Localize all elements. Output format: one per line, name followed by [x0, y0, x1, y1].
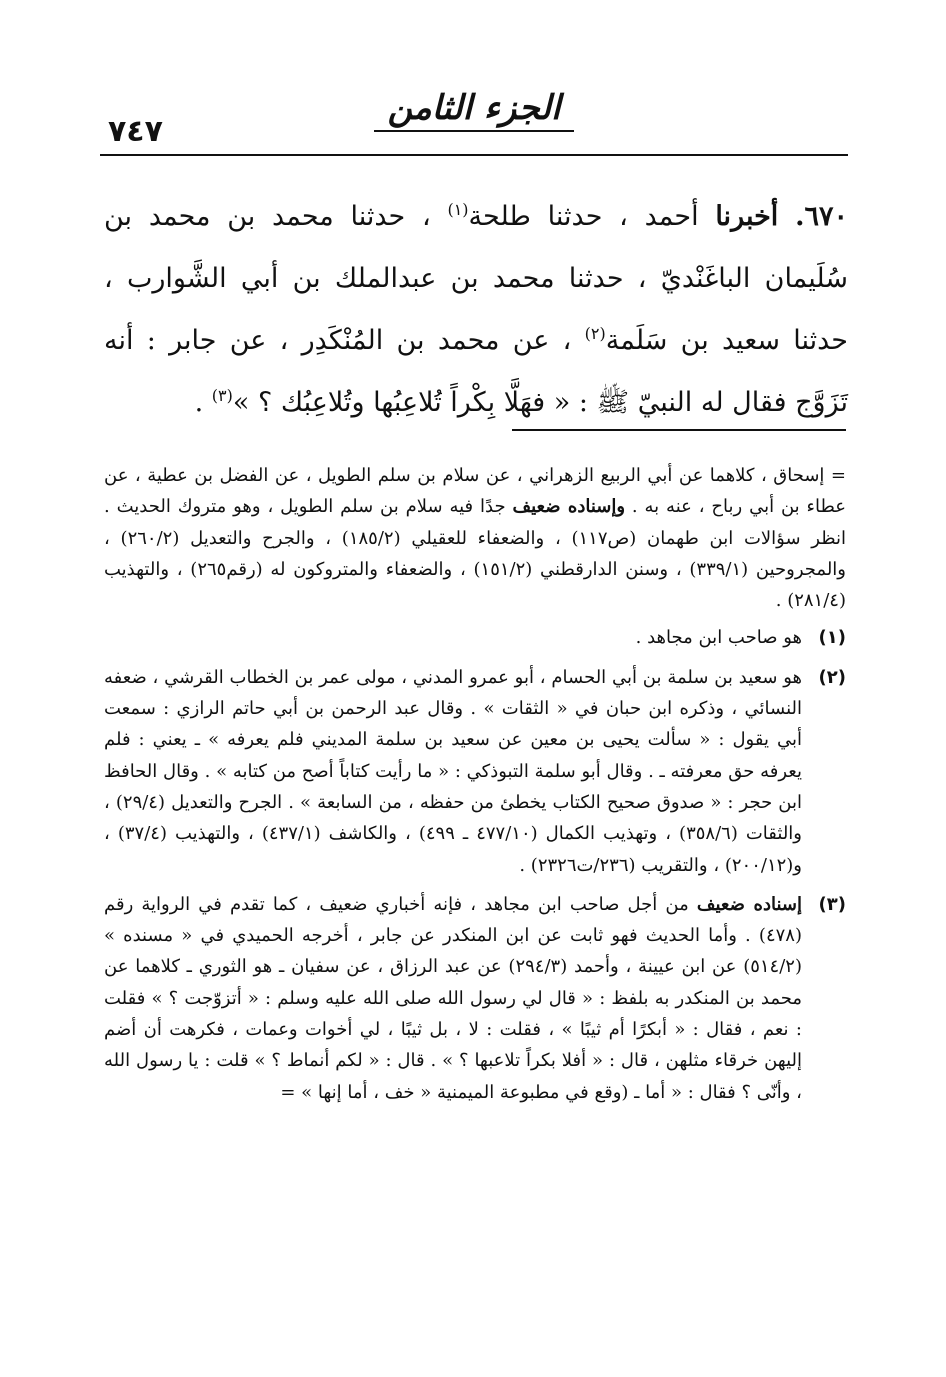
page-header: [100, 88, 848, 158]
running-head: [100, 88, 848, 132]
hadith-akhbarana: أخبرنا: [715, 201, 779, 232]
footnote-text: من أجل صاحب ابن مجاهد ، فإنه أخباري ضعيف ، كما تقدم في الرواية رقم (٤٧٨) . وأما الحديث فهو ثابت عن ابن المنكدر عن جابر ، أخرجه الحميدي في « مسنده » (٥١٤/٢) عن ابن عيينة ، وأحمد (٢٩٤/٣) عن عبد الرزاق ، عن سفيان ـ هو الثوري ـ كلاهما عن محمد بن المنكدر به بلفظ : « قال لي رسول الله صلى الله عليه وسلم : « أتزوّجت ؟ » فقلت : نعم ، فقال : « أبكرًا أم ثيبًا » ، فقلت : لا ، بل ثيبًا ، لي أخوات وعمات ، فكرهت أن أضم إليهن خرقاء مثلهن ، قال : « أفلا بكراً تلاعبها ؟ » . قال : « لكم أنماط ؟ » قلت : يا رسول الله ، وأنّى ؟ فقال : « أما ـ (وقع في مطبوعة الميمنية « خف ، أما إنها » =: [104, 893, 802, 1103]
footnotes: [104, 460, 846, 1116]
footnote-number: (١): [818, 627, 846, 649]
hadith-text-part-1: أحمد ، حدثنا طلحة: [468, 201, 716, 232]
hadith-number: ٦٧٠.: [795, 201, 848, 232]
hadith-text-part-2: ، حدثنا محمد بن محمد بن سُلَيمان الباغَنْديّ ، حدثنا محمد بن عبدالملك بن أبي الشَّوارب ، حدثنا سعيد بن سَلَمة: [104, 201, 848, 356]
footnote-ref-2: (٢): [584, 324, 606, 343]
footnote-number: (٣): [818, 893, 846, 915]
continuation-text-1: = إسحاق ، كلاهما عن أبي الربيع الزهراني ، عن سلام بن سلم الطويل ، عن الفضل بن عطية ، عن عطاء بن أبي رباح ، عنه به .: [104, 465, 846, 518]
footnote-3: [104, 889, 846, 1108]
footnote-ref-3: (٣): [211, 386, 233, 405]
continuation-text-2: جدًا فيه سلام بن سلم الطويل ، وهو متروك الحديث . انظر سؤالات ابن طهمان (ص١١٧) ، والضعفاء للعقيلي (١٨٥/٢) ، والجرح والتعديل (٢٦٠/٢) ، والمجروحين (٣٣٩/١) ، وسنن الدارقطني (١٥١/٢) ، والضعفاء والمتروكون له (رقم٢٦٥) ، والتهذيب (٢٨١/٤) .: [104, 496, 846, 612]
footnote-text-container: [104, 889, 802, 1108]
footnote-ref-1: (١): [447, 200, 469, 219]
footnote-2: [104, 662, 846, 881]
header-rule: [100, 154, 848, 156]
hadith-text: [104, 186, 848, 434]
footnote-number: (٢): [818, 666, 846, 688]
footnote-bold: إسناده ضعيف: [696, 893, 802, 915]
continuation-bold: وإسناده ضعيف: [512, 496, 626, 518]
hadith-text-part-3: ، عن محمد بن المُنْكَدِر ، عن جابر : أنه تَزَوَّج فقال له النبيّ ﷺ : « فهَلَّا بِكْراً تُلاعِبُها وتُلاعِبُك ؟ »: [104, 325, 848, 418]
footnote-continuation: [104, 460, 846, 616]
page-number: ٧٤٧: [108, 114, 163, 149]
running-head-text: الجزء الثامن: [374, 88, 575, 132]
footnote-separator: [512, 429, 846, 431]
hadith-text-part-4: .: [194, 387, 212, 418]
footnote-text: هو صاحب ابن مجاهد .: [635, 627, 802, 649]
footnote-text: هو سعيد بن سلمة بن أبي الحسام ، أبو عمرو المدني ، مولى عمر بن الخطاب القرشي ، ضعفه النسائي ، وذكره ابن حبان في « الثقات » . وقال عبد الرحمن بن أبي حاتم الرازي : سمعت أبي يقول : « سألت يحيى بن معين عن سعيد بن سلمة المديني فلم يعرفه » ـ يعني : فلم يعرفه حق معرفته ـ . وقال أبو سلمة التبوذكي : « ما رأيت كتاباً أصح من كتابه » . وقال الحافظ ابن حجر : « صدوق صحيح الكتاب يخطئ من حفظه ، من السابعة » . الجرح والتعديل (٢٩/٤) ، والثقات (٣٥٨/٦) ، وتهذيب الكمال (٤٧٧/١٠ ـ ٤٩٩) ، والكاشف (٤٣٧/١) ، والتهذيب (٣٧/٤) ، و(٢٠٠/١٢) ، والتقريب (٢٣٦/ت٢٣٢٦) .: [104, 666, 802, 876]
footnote-1: [104, 622, 846, 653]
